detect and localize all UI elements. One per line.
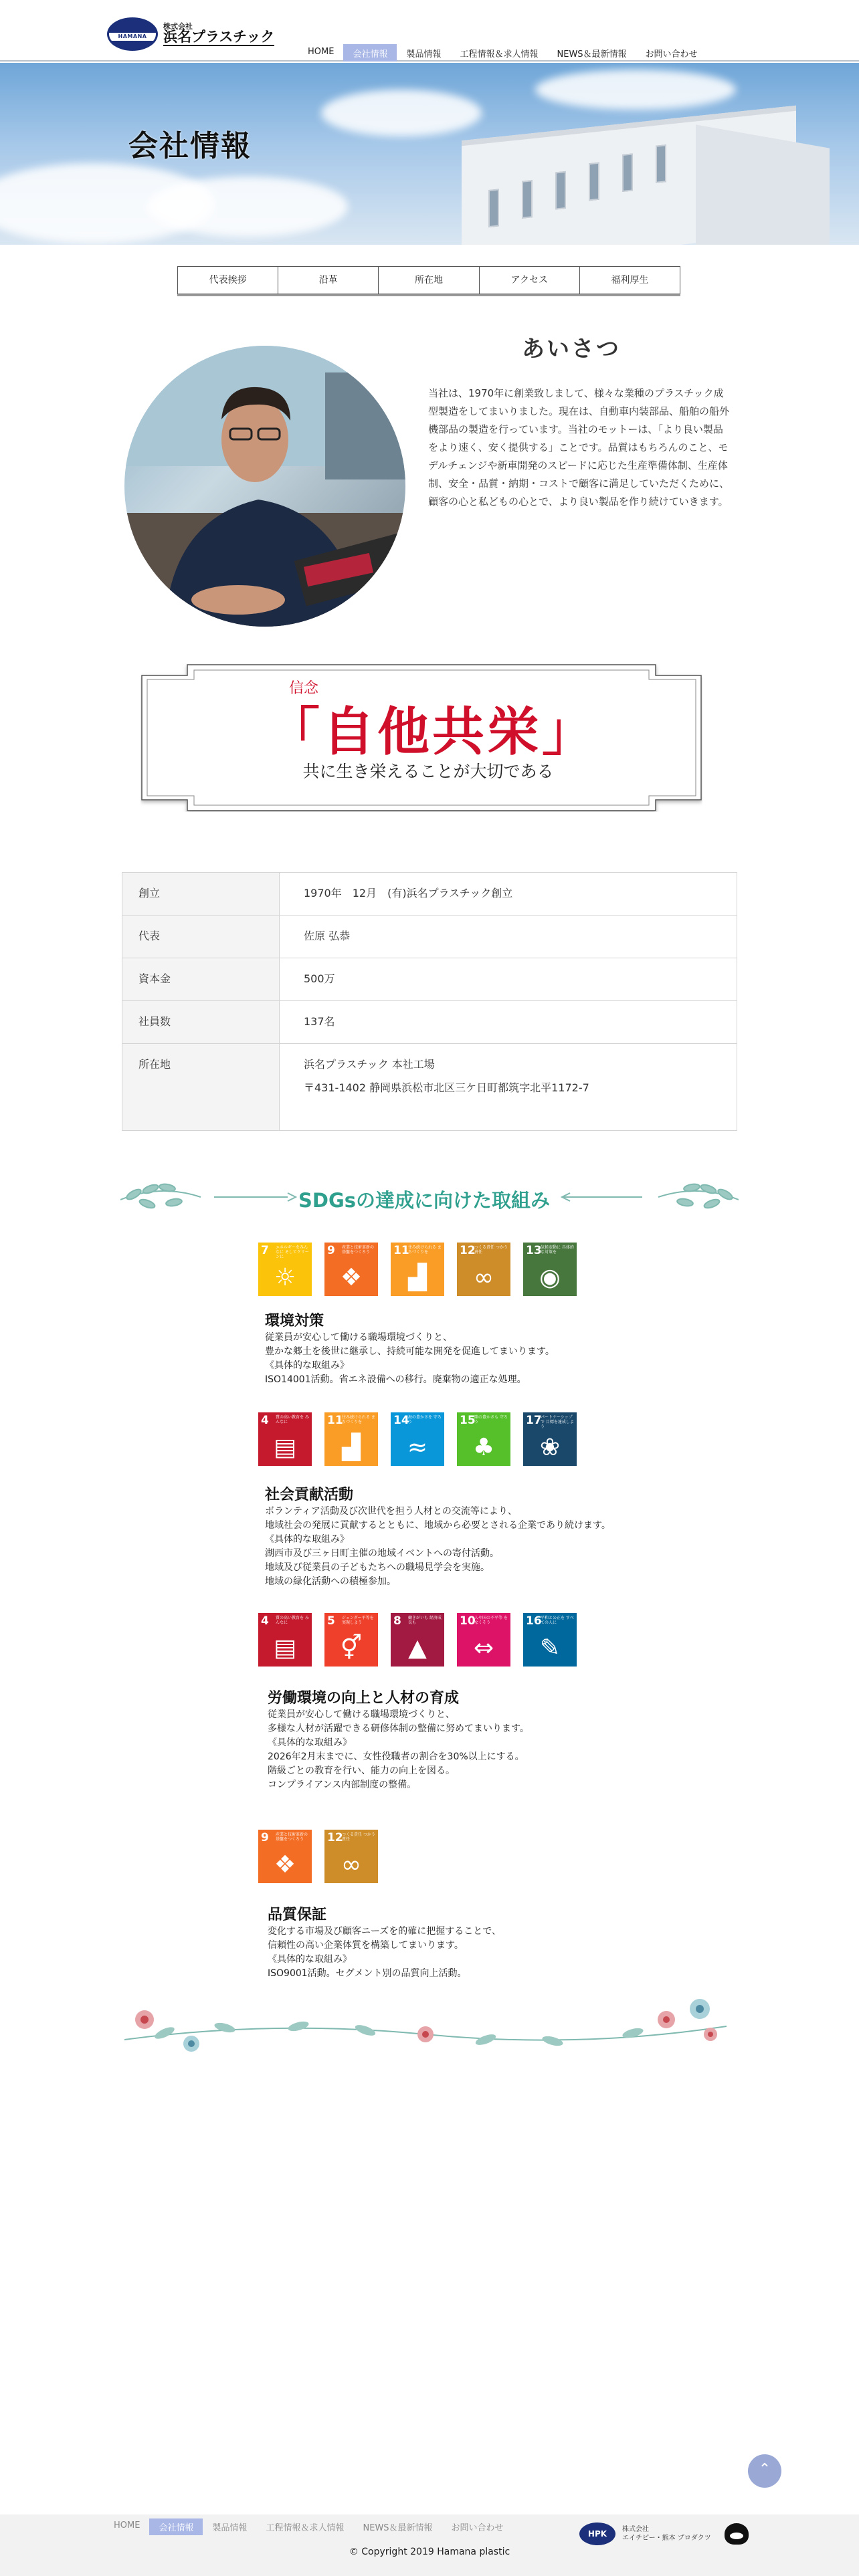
sdg-goal-4-icon — [258, 1412, 312, 1466]
section-tabs — [177, 266, 680, 294]
company-logo[interactable] — [107, 17, 274, 51]
sdg-goal-symbol: ❀ — [539, 1434, 561, 1461]
sdg-goal-number: 8 — [393, 1614, 401, 1628]
sdg-goal-label: つくる責任 つかう責任 — [342, 1832, 375, 1842]
info-value: 1970年 12月 (有)浜名プラスチック創立 — [280, 873, 737, 916]
sdg-goal-label: 住み続けられる まちづくりを — [342, 1415, 375, 1424]
sdg-goal-number: 15 — [460, 1414, 476, 1427]
info-key: 資本金 — [122, 958, 280, 1001]
sdg-goal-symbol: ▟ — [408, 1264, 427, 1291]
sdgs-title: SDGsの達成に向けた取組み — [298, 1189, 551, 1212]
hero-banner — [0, 63, 859, 245]
sdg-goal-label: 海の豊かさを 守ろう — [408, 1415, 442, 1424]
sdg-goal-12-icon — [457, 1243, 510, 1296]
footer-nav-process-recruit[interactable]: 工程情報＆求人情報 — [266, 2523, 345, 2533]
scroll-to-top-button[interactable] — [748, 2454, 781, 2488]
sdg-goal-symbol: ❖ — [274, 1851, 296, 1879]
chevron-up-icon: ⌃ — [758, 2461, 771, 2478]
footer-nav-home[interactable]: HOME — [114, 2520, 140, 2531]
sdg-goal-number: 9 — [327, 1244, 335, 1257]
sdg-goal-11-icon — [391, 1243, 444, 1296]
tab-greeting[interactable]: 代表挨拶 — [178, 267, 278, 294]
sdg-goal-number: 4 — [261, 1414, 269, 1427]
section-title-social: 社会貢献活動 — [265, 1487, 354, 1503]
sdg-goal-symbol: ▤ — [273, 1434, 296, 1461]
sdg-goal-9-icon — [324, 1243, 378, 1296]
tab-history[interactable]: 沿革 — [278, 267, 379, 294]
sdg-goal-number: 7 — [261, 1244, 269, 1257]
partner-company-type: 株式会社 — [622, 2526, 649, 2533]
greeting-title: あいさつ — [522, 336, 621, 362]
nav-news[interactable]: NEWS＆最新情報 — [557, 49, 627, 60]
sdg-goal-symbol: ♣ — [472, 1434, 495, 1461]
sdg-icons-quality — [258, 1830, 391, 1883]
sdg-goal-5-icon — [324, 1613, 378, 1667]
sdg-goal-symbol: ▤ — [273, 1634, 296, 1662]
sdg-goal-10-icon — [457, 1613, 510, 1667]
sdg-goal-symbol: ⚥ — [340, 1634, 363, 1662]
sdg-goal-7-icon — [258, 1243, 312, 1296]
sdg-goal-symbol: ☼ — [274, 1264, 296, 1291]
motto-heading: 「自他共栄」 — [268, 702, 597, 762]
sdg-goal-symbol: ⇔ — [473, 1634, 494, 1662]
sdg-goal-number: 11 — [327, 1414, 343, 1427]
president-photo — [124, 346, 405, 627]
motto-subtitle: 共に生き栄えることが大切である — [302, 762, 554, 781]
info-value-address — [280, 1044, 737, 1131]
bear-mascot-icon — [725, 2523, 749, 2545]
logo-company-type: 株式会社 — [163, 21, 193, 31]
section-body-social: ボランティア活動及び次世代を担う人材との交流等により、 地域社会の発展に貢献するとともに、地域から必要とされる企業であり続けます。 《具体的な取組み》 湖西市及び三ヶ日町主催の地域イベントへの寄付活動。 地域及び従業員の子どもたちへの職場見学会を実施。 地域の緑化活動への積極参加。 — [265, 1506, 611, 1587]
sdg-goal-4-icon — [258, 1613, 312, 1667]
sdg-goal-15-icon — [457, 1412, 510, 1466]
address-line-1: 浜名プラスチック 本社工場 — [304, 1058, 435, 1071]
sdg-goal-label: エネルギーをみんなに そしてクリーンに — [276, 1245, 309, 1259]
sdg-goal-label: パートナーシップで 目標を達成しよう — [541, 1415, 574, 1429]
sdg-goal-label: 質の高い教育を みんなに — [276, 1415, 309, 1424]
section-title-quality: 品質保証 — [268, 1907, 327, 1923]
footer-nav-products[interactable]: 製品情報 — [212, 2523, 248, 2533]
sdg-goal-symbol: ∞ — [341, 1851, 361, 1879]
sdg-goal-8-icon — [391, 1613, 444, 1667]
sdg-goal-label: つくる責任 つかう責任 — [474, 1245, 508, 1255]
footer-nav-company[interactable]: 会社情報 — [149, 2518, 203, 2535]
sdg-goal-number: 16 — [526, 1614, 542, 1628]
sdg-goal-symbol: ❖ — [340, 1264, 363, 1291]
sdg-goal-number: 5 — [327, 1614, 335, 1628]
partner-logo: HPK — [579, 2523, 615, 2545]
info-key: 代表 — [122, 916, 280, 958]
sdg-goal-label: 平和と公正を すべての人に — [541, 1616, 574, 1625]
sdg-goal-label: 質の高い教育を みんなに — [276, 1616, 309, 1625]
partner-company-name: エイチピー・熊本 プロダクツ — [622, 2535, 711, 2542]
sdg-goal-number: 14 — [393, 1414, 409, 1427]
sdg-goal-14-icon — [391, 1412, 444, 1466]
sdg-goal-13-icon — [523, 1243, 577, 1296]
sdg-goal-label: 働きがいも 経済成長も — [408, 1616, 442, 1625]
table-row — [122, 873, 737, 916]
address-line-2: 〒431-1402 静岡県浜松市北区三ケ日町都筑字北平1172-7 — [304, 1081, 589, 1094]
tab-access[interactable]: アクセス — [480, 267, 580, 294]
sdg-goal-number: 10 — [460, 1614, 476, 1628]
sdg-goal-11-icon — [324, 1412, 378, 1466]
sdg-goal-number: 13 — [526, 1244, 542, 1257]
nav-products[interactable]: 製品情報 — [406, 49, 442, 60]
sdg-goal-symbol: ◉ — [539, 1264, 561, 1291]
section-title-environment: 環境対策 — [265, 1313, 324, 1329]
info-value: 137名 — [280, 1001, 737, 1044]
sdg-goal-label: 陸の豊かさも 守ろう — [474, 1415, 508, 1424]
nav-home[interactable]: HOME — [308, 47, 335, 57]
sdg-goal-symbol: ≈ — [407, 1434, 428, 1461]
sdg-goal-label: 産業と技術革新の 基盤をつくろう — [276, 1832, 308, 1842]
tab-welfare[interactable]: 福利厚生 — [611, 275, 649, 286]
sdg-goal-number: 9 — [261, 1831, 269, 1844]
table-row — [122, 1044, 737, 1131]
footer-nav — [104, 2518, 513, 2535]
motto-furigana: 信念 — [289, 680, 319, 697]
nav-contact[interactable]: お問い合わせ — [645, 49, 698, 60]
nav-company[interactable]: 会社情報 — [343, 44, 397, 62]
logo-company-name: 浜名プラスチック — [163, 28, 275, 45]
page-title: 会社情報 — [128, 129, 252, 163]
company-info-table — [122, 872, 737, 1131]
section-body-workplace: 従業員が安心して働ける職場環境づくりと、 多様な人材が活躍できる研修体制の整備に努めてまいります。 《具体的な取組み》 2026年2月末までに、女性役職者の割合を30%以上にする。 階級ごとの教育を行い、能力の向上を図る。 コンプライアンス内部制度の整備。 — [268, 1709, 529, 1790]
greeting-text: 当社は、1970年に創業致しまして、様々な業種のプラスチック成型製造をしてまいりました。現在は、自動車内装部品、船舶の船外機部品の製造を行っています。当社のモットーは、「より良い製品をより速く、安く提供する」ことです。品質はもちろんのこと、モデルチェンジや新車開発のスピードに応じた生産準備体制、生産体制、安全・品質・納期・コストで顧客に満足していただくために、顧客の心と私どもの心とで、より良い製品を作り続けていきます。 — [428, 387, 730, 508]
sdg-icons-social — [258, 1412, 589, 1466]
table-row — [122, 958, 737, 1001]
sdg-goal-symbol: ▟ — [342, 1434, 361, 1461]
info-key: 所在地 — [122, 1044, 280, 1131]
footer-nav-news[interactable]: NEWS＆最新情報 — [363, 2523, 433, 2533]
sdg-goal-12-icon — [324, 1830, 378, 1883]
copyright-text: © Copyright 2019 Hamana plastic — [349, 2547, 510, 2557]
tab-location[interactable]: 所在地 — [379, 267, 479, 294]
sdg-goal-symbol: ✎ — [539, 1634, 561, 1662]
section-title-workplace: 労働環境の向上と人材の育成 — [268, 1690, 460, 1707]
floral-divider — [124, 1993, 727, 2060]
sdg-goal-label: ジェンダー平等を 実現しよう — [342, 1616, 374, 1625]
sdg-goal-label: 人や国の不平等 をなくそう — [474, 1616, 508, 1625]
sdg-goal-symbol: ∞ — [474, 1264, 494, 1291]
logo-badge-text: HAMANA — [118, 33, 147, 39]
sdg-goal-label: 気候変動に 具体的な対策を — [541, 1245, 574, 1255]
sdg-goal-17-icon — [523, 1412, 577, 1466]
sdg-goal-label: 産業と技術革新の 基盤をつくろう — [342, 1245, 375, 1255]
info-key: 社員数 — [122, 1001, 280, 1044]
sdg-goal-16-icon — [523, 1613, 577, 1667]
sdg-goal-number: 12 — [460, 1244, 476, 1257]
logo-emblem — [107, 17, 158, 51]
nav-process-recruit[interactable]: 工程情報＆求人情報 — [460, 49, 539, 60]
sdg-icons-environment — [258, 1243, 589, 1296]
info-key: 創立 — [122, 873, 280, 916]
sdg-icons-workplace — [258, 1613, 589, 1667]
sdg-goal-number: 17 — [526, 1414, 542, 1427]
sdg-goal-9-icon — [258, 1830, 312, 1883]
section-body-quality: 変化する市場及び顧客ニーズを的確に把握することで、 信頼性の高い企業体質を構築してまいります。 《具体的な取組み》 ISO9001活動。セグメント別の品質向上活動。 — [268, 1926, 502, 1979]
footer-nav-contact[interactable]: お問い合わせ — [451, 2523, 504, 2533]
sdg-goal-symbol: ▲ — [408, 1634, 427, 1662]
table-row — [122, 916, 737, 958]
sdg-goal-label: 住み続けられる まちづくりを — [408, 1245, 442, 1255]
section-body-environment: 従業員が安心して働ける職場環境づくりと、 豊かな郷土を後世に継承し、持続可能な開発を促進してまいります。 《具体的な取組み》 ISO14001活動。省エネ設備への移行。廃棄物の適正な処理。 — [265, 1332, 555, 1385]
info-value: 佐原 弘恭 — [280, 916, 737, 958]
main-nav — [298, 44, 707, 62]
sdg-goal-number: 12 — [327, 1831, 343, 1844]
partner-link[interactable] — [579, 2523, 749, 2545]
sdg-goal-number: 4 — [261, 1614, 269, 1628]
info-value: 500万 — [280, 958, 737, 1001]
site-header — [0, 0, 859, 62]
table-row — [122, 1001, 737, 1044]
sdg-goal-number: 11 — [393, 1244, 409, 1257]
